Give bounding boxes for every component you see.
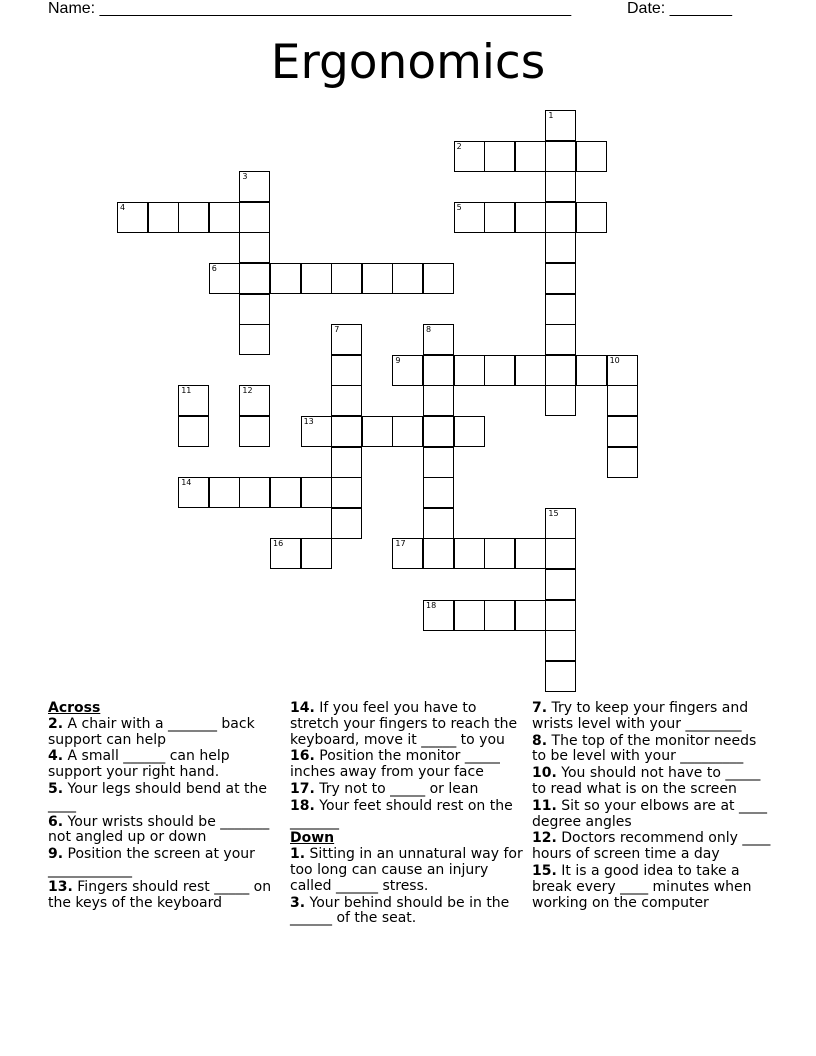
grid-cell[interactable] — [331, 263, 362, 294]
grid-cell[interactable] — [454, 202, 485, 233]
grid-cell[interactable] — [545, 263, 576, 294]
cell-number: 13 — [303, 417, 314, 426]
cell-number: 15 — [548, 508, 559, 518]
clue-across-5 — [48, 782, 283, 814]
cell-number: 5 — [456, 202, 462, 212]
grid-cell[interactable] — [545, 538, 576, 569]
page-title: Ergonomics — [270, 35, 546, 90]
grid-cell[interactable] — [239, 416, 270, 447]
grid-cell[interactable] — [392, 538, 423, 569]
clue-across-4 — [48, 749, 283, 781]
grid-cell[interactable] — [423, 416, 454, 447]
clue-text: Your legs should bend at the ____ — [48, 780, 268, 813]
clue-text: A small ______ can help support your right hand. — [48, 748, 230, 781]
grid-cell[interactable] — [484, 202, 515, 233]
grid-cell[interactable] — [392, 416, 423, 447]
clue-number: 17. — [290, 780, 315, 797]
clue-down-8 — [532, 734, 772, 766]
grid-cell[interactable] — [148, 202, 179, 233]
grid-cell[interactable] — [607, 355, 638, 386]
cell-number: 9 — [395, 355, 401, 365]
grid-cell[interactable] — [423, 447, 454, 478]
clue-across-13 — [48, 880, 283, 912]
grid-cell[interactable] — [545, 569, 576, 600]
clue-number: 6. — [48, 813, 64, 830]
grid-cell[interactable] — [454, 538, 485, 569]
name-field[interactable]: Name: _____________________________________________________ — [48, 0, 572, 17]
grid-cell[interactable] — [239, 202, 270, 233]
clue-number: 16. — [290, 748, 315, 765]
clue-text: A chair with a _______ back support can help — [48, 715, 255, 748]
grid-cell[interactable] — [423, 477, 454, 508]
clue-text: It is a good idea to take a break every ____ minutes when working on the computer — [532, 862, 752, 911]
grid-cell[interactable] — [178, 416, 209, 447]
clue-down-10 — [532, 766, 772, 798]
cell-number: 17 — [395, 539, 406, 549]
grid-cell[interactable] — [545, 385, 576, 416]
grid-cell[interactable] — [209, 263, 240, 294]
cell-number: 14 — [181, 478, 192, 488]
cell-number: 2 — [456, 141, 462, 151]
cell-number: 10 — [609, 355, 620, 365]
grid-cell[interactable] — [545, 232, 576, 263]
clue-text: Sit so your elbows are at ____ degree angles — [532, 797, 767, 830]
grid-cell[interactable] — [239, 232, 270, 263]
grid-cell[interactable] — [484, 538, 515, 569]
grid-cell[interactable] — [515, 202, 546, 233]
grid-cell[interactable] — [423, 538, 454, 569]
clue-number: 8. — [532, 732, 548, 749]
clue-text: Try to keep your fingers and wrists level with your ________ — [532, 700, 749, 732]
clue-text: Sitting in an unnatural way for too long can cause an injury called ______ stress. — [290, 846, 523, 894]
grid-cell[interactable] — [454, 600, 485, 631]
clue-down-3 — [290, 896, 528, 928]
grid-cell[interactable] — [607, 447, 638, 478]
grid-cell[interactable] — [545, 355, 576, 386]
clue-text: Position the monitor _____ inches away from your face — [290, 748, 500, 781]
grid-cell[interactable] — [607, 416, 638, 447]
grid-cell[interactable] — [178, 202, 209, 233]
grid-cell[interactable] — [362, 263, 393, 294]
clue-number: 4. — [48, 748, 64, 765]
grid-cell[interactable] — [454, 416, 485, 447]
grid-cell[interactable] — [545, 202, 576, 233]
grid-cell[interactable] — [239, 294, 270, 325]
clue-across-14 — [290, 701, 528, 748]
clue-text: If you feel you have to stretch your fingers to reach the keyboard, move it _____ to you — [290, 700, 518, 748]
clue-across-6 — [48, 815, 283, 847]
grid-cell[interactable] — [545, 110, 576, 141]
clue-number: 9. — [48, 846, 64, 863]
grid-cell[interactable] — [484, 141, 515, 172]
clue-number: 14. — [290, 700, 315, 716]
grid-cell[interactable] — [239, 385, 270, 416]
cell-number: 4 — [120, 202, 126, 212]
grid-cell[interactable] — [392, 355, 423, 386]
clue-number: 13. — [48, 878, 73, 895]
grid-cell[interactable] — [331, 508, 362, 539]
grid-cell[interactable] — [484, 600, 515, 631]
cell-number: 11 — [181, 386, 192, 396]
clue-number: 5. — [48, 780, 64, 797]
clue-text: Doctors recommend only ____ hours of screen time a day — [532, 830, 771, 863]
grid-cell[interactable] — [576, 141, 607, 172]
clue-number: 12. — [532, 830, 557, 847]
grid-cell[interactable] — [178, 385, 209, 416]
grid-cell[interactable] — [301, 416, 332, 447]
grid-cell[interactable] — [545, 508, 576, 539]
grid-cell[interactable] — [362, 416, 393, 447]
grid-cell[interactable] — [576, 355, 607, 386]
grid-cell[interactable] — [209, 477, 240, 508]
grid-cell[interactable] — [515, 141, 546, 172]
grid-cell[interactable] — [515, 600, 546, 631]
clue-down-15 — [532, 864, 772, 911]
clue-down-7 — [532, 701, 772, 733]
grid-cell[interactable] — [331, 324, 362, 355]
clue-across-16 — [290, 749, 528, 781]
clue-number: 2. — [48, 715, 64, 732]
grid-cell[interactable] — [484, 355, 515, 386]
across-heading: Across — [48, 700, 101, 716]
down-heading: Down — [290, 830, 335, 847]
grid-cell[interactable] — [545, 600, 576, 631]
clue-text: Your feet should rest on the _______ — [290, 797, 513, 830]
grid-cell[interactable] — [331, 477, 362, 508]
clue-text: Your wrists should be _______ not angled up or down — [48, 813, 270, 846]
clue-number: 15. — [532, 862, 557, 879]
grid-cell[interactable] — [392, 263, 423, 294]
grid-cell[interactable] — [239, 324, 270, 355]
grid-cell[interactable] — [209, 202, 240, 233]
grid-cell[interactable] — [545, 141, 576, 172]
clue-text: Your behind should be in the ______ of the seat. — [290, 894, 510, 927]
grid-cell[interactable] — [301, 263, 332, 294]
grid-cell[interactable] — [545, 324, 576, 355]
clue-down-1 — [290, 847, 528, 894]
grid-cell[interactable] — [545, 171, 576, 202]
clue-number: 11. — [532, 797, 557, 814]
grid-cell[interactable] — [454, 141, 485, 172]
grid-cell[interactable] — [301, 477, 332, 508]
cell-number: 3 — [242, 172, 248, 182]
cell-number: 1 — [548, 111, 554, 120]
grid-cell[interactable] — [545, 294, 576, 325]
grid-cell[interactable] — [178, 477, 209, 508]
grid-cell[interactable] — [576, 202, 607, 233]
clue-text: Fingers should rest _____ on the keys of the keyboard — [48, 878, 272, 911]
clue-number: 3. — [290, 894, 306, 911]
grid-cell[interactable] — [515, 538, 546, 569]
grid-cell[interactable] — [545, 630, 576, 661]
clue-text: Position the screen at your ____________ — [48, 846, 255, 878]
cell-number: 8 — [426, 325, 432, 335]
grid-cell[interactable] — [331, 447, 362, 478]
grid-cell[interactable] — [423, 324, 454, 355]
grid-cell[interactable] — [423, 508, 454, 539]
grid-cell[interactable] — [331, 416, 362, 447]
clue-across-9 — [48, 847, 283, 879]
grid-cell[interactable] — [454, 355, 485, 386]
clue-text: The top of the monitor needs to be level with your _________ — [532, 732, 757, 765]
clue-across-18 — [290, 799, 528, 831]
cell-number: 16 — [273, 539, 284, 549]
grid-cell[interactable] — [239, 477, 270, 508]
grid-cell[interactable] — [270, 538, 301, 569]
cell-number: 12 — [242, 386, 253, 396]
cell-number: 7 — [334, 325, 340, 335]
grid-cell[interactable] — [301, 538, 332, 569]
grid-cell[interactable] — [423, 263, 454, 294]
clue-text: Try not to _____ or lean — [319, 780, 479, 797]
cell-number: 6 — [211, 264, 217, 273]
grid-cell[interactable] — [423, 355, 454, 386]
grid-cell[interactable] — [331, 355, 362, 386]
grid-cell[interactable] — [515, 355, 546, 386]
grid-cell[interactable] — [239, 171, 270, 202]
clue-column-3 — [532, 701, 772, 912]
grid-cell[interactable] — [270, 477, 301, 508]
grid-cell[interactable] — [117, 202, 148, 233]
clue-number: 18. — [290, 797, 315, 814]
clue-down-11 — [532, 799, 772, 831]
date-field[interactable]: Date: _______ — [627, 0, 732, 17]
clue-text: You should not have to _____ to read what is on the screen — [532, 765, 761, 797]
clue-column-1 — [48, 701, 283, 912]
grid-cell[interactable] — [545, 661, 576, 692]
clue-column-2 — [290, 701, 528, 928]
clue-number: 1. — [290, 846, 306, 863]
clue-across-17 — [290, 782, 528, 798]
grid-cell[interactable] — [607, 385, 638, 416]
clue-number: 10. — [532, 765, 557, 782]
cell-number: 18 — [426, 600, 437, 610]
grid-cell[interactable] — [331, 385, 362, 416]
grid-cell[interactable] — [270, 263, 301, 294]
grid-cell[interactable] — [423, 600, 454, 631]
clue-down-12 — [532, 831, 772, 863]
clue-across-2 — [48, 717, 283, 749]
grid-cell[interactable] — [423, 385, 454, 416]
clue-number: 7. — [532, 700, 548, 716]
grid-cell[interactable] — [239, 263, 270, 294]
